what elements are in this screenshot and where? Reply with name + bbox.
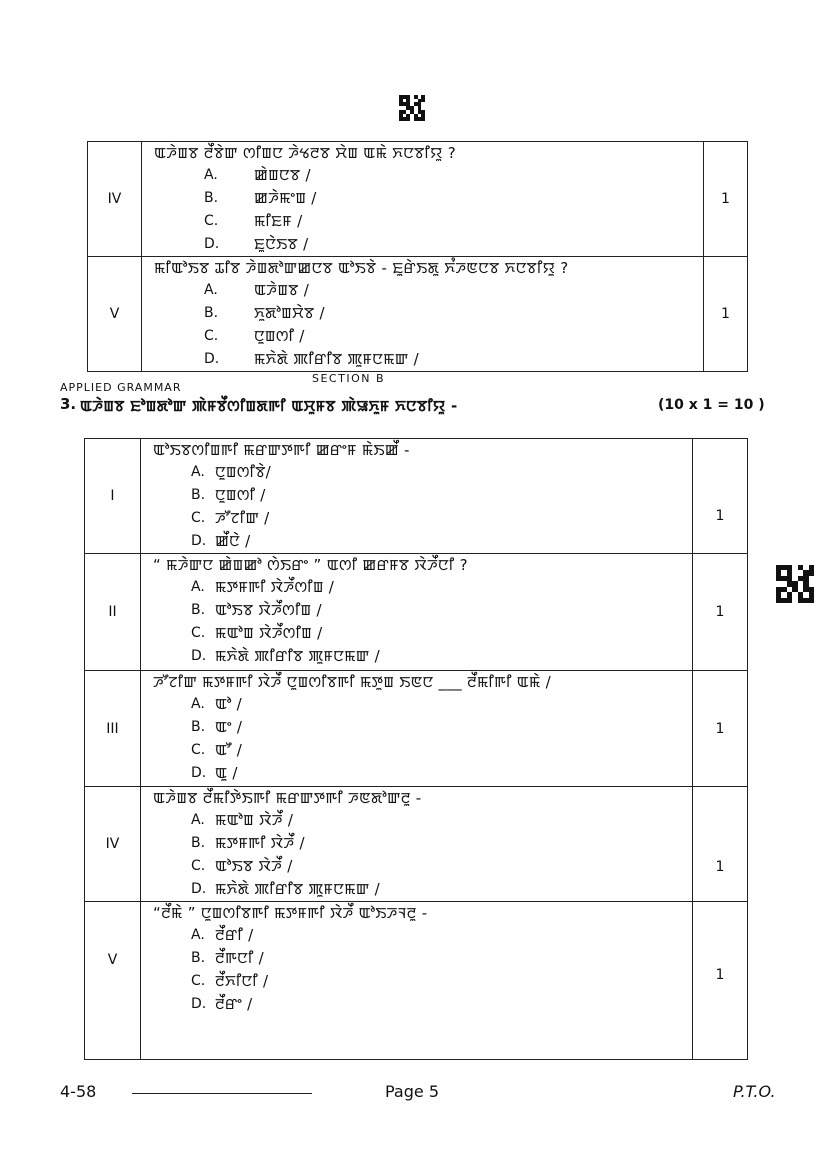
option-label: D. [191, 996, 207, 1012]
question-cell [141, 671, 693, 787]
option-c [142, 325, 703, 348]
option-text: ꯑꯣꯏꯕ ꯋꯥꯍꯩ / [215, 857, 293, 875]
question-number: III [85, 671, 141, 787]
option-b [142, 187, 703, 210]
option-text: ꯅꯨꯡꯁꯤꯕꯥ/ [215, 463, 271, 481]
page-number: Page 5 [385, 1082, 439, 1101]
option-c [141, 739, 692, 762]
question-table-section-b [84, 438, 748, 1060]
option-text: ꯂꯩꯔꯦ / [215, 995, 253, 1013]
qr-code-icon [776, 565, 814, 603]
question-table-section-a [87, 141, 748, 372]
option-label: D. [191, 881, 207, 897]
option-a [141, 809, 692, 832]
question-cell [141, 902, 693, 1060]
question-mark: 1 [693, 671, 748, 787]
option-b [141, 599, 692, 622]
question-text: “ꯂꯩꯃꯥ ” ꯅꯨꯡꯁꯤꯕꯒꯤ ꯃꯇꯝꯒꯤ ꯋꯥꯍꯩ ꯑꯣꯏꯍꯜꯂꯨ - [153, 904, 428, 922]
question-mark: 1 [693, 439, 748, 554]
option-label: C. [191, 973, 206, 989]
question-cell [141, 554, 693, 671]
question-text: ꯑꯍꯥꯡꯕ ꯂꯩꯕꯥꯛ ꯁꯤꯡꯅ ꯍꯥꯠꯂꯕ ꯆꯥꯡ ꯑꯃꯥ ꯈꯅꯕꯤꯌꯨ ? [154, 144, 457, 162]
option-label: B. [191, 719, 206, 735]
question-mark: 1 [693, 787, 748, 902]
option-label: C. [191, 625, 206, 641]
option-a [141, 576, 692, 599]
option-a [141, 924, 692, 947]
section-label: SECTION B [312, 372, 386, 385]
option-text: ꯃꯈꯥꯗꯥ ꯄꯤꯔꯤꯕ ꯄꯨꯝꯅꯃꯛ / [254, 350, 419, 368]
question-number: I [85, 439, 141, 554]
option-text: ꯑꯧ / [215, 741, 243, 759]
option-label: A. [204, 282, 218, 298]
option-text: ꯀꯩꯅꯥ / [215, 532, 251, 550]
option-text: ꯑꯍꯥꯡꯕ / [254, 281, 310, 299]
question-heading-text: ꯑꯍꯥꯡꯕ ꯐꯣꯡꯗꯣꯛ ꯄꯥꯝꯕꯩꯁꯤꯡꯗꯒꯤ ꯑꯆꯨꯝꯕ ꯄꯥꯎꯈꯨꯝ ꯈꯅꯕꯤꯌꯨ - [80, 397, 458, 415]
question-text: ꯍꯧꯖꯤꯛ ꯃꯇꯝꯒꯤ ꯋꯥꯍꯩ ꯅꯨꯡꯁꯤꯕꯒꯤ ꯃꯇꯨꯡ ꯏꯟꯅ ___ ꯂꯩꯃꯤꯒꯤ ꯑꯃꯥ / [153, 673, 552, 691]
option-text: ꯃꯤꯐꯝ / [254, 212, 303, 230]
pto-label: P.T.O. [733, 1082, 776, 1101]
option-text: ꯃꯈꯥꯗꯥ ꯄꯤꯔꯤꯕ ꯄꯨꯝꯅꯃꯛ / [215, 880, 380, 898]
option-b [142, 302, 703, 325]
option-c [141, 622, 692, 645]
option-label: C. [191, 510, 206, 526]
option-label: D. [191, 533, 207, 549]
option-label: B. [191, 835, 206, 851]
option-label: C. [191, 858, 206, 874]
option-d [142, 348, 703, 371]
option-label: D. [204, 236, 220, 252]
option-d [141, 993, 692, 1016]
option-b [141, 716, 692, 739]
option-d [141, 645, 692, 668]
option-a [142, 164, 703, 187]
option-text: ꯃꯑꯣꯡ ꯋꯥꯍꯩꯁꯤꯡ / [215, 624, 323, 642]
option-text: ꯑꯣꯏꯕ ꯋꯥꯍꯩꯁꯤꯡ / [215, 601, 322, 619]
option-label: A. [191, 464, 205, 480]
option-text: ꯑꯣ / [215, 695, 243, 713]
option-label: D. [191, 648, 207, 664]
option-b [141, 484, 692, 507]
option-label: C. [204, 328, 219, 344]
option-label: A. [204, 167, 218, 183]
question-row [88, 142, 748, 257]
question-text: ꯃꯤꯑꯣꯏꯕ ꯊꯤꯕ ꯍꯥꯡꯗꯣꯛꯀꯅꯕ ꯑꯣꯏꯕꯥ - ꯐꯨꯔꯥꯏꯗꯨ ꯈꯪꯍꯟꯅꯕ ꯈꯅꯕꯤꯌꯨ ? [154, 259, 569, 277]
question-number: V [88, 257, 142, 372]
question-row [85, 439, 748, 554]
question-number: IV [85, 787, 141, 902]
applied-grammar-label: APPLIED GRAMMAR [60, 381, 182, 394]
option-c [142, 210, 703, 233]
option-label: A. [191, 812, 205, 828]
option-label: C. [191, 742, 206, 758]
option-a [142, 279, 703, 302]
question-text: ꯑꯍꯥꯡꯕ ꯂꯩꯃꯤꯇꯥꯏꯒꯤ ꯃꯔꯛꯇꯒꯤ ꯍꯟꯗꯣꯛꯂꯨ - [153, 789, 422, 807]
option-label: B. [204, 190, 219, 206]
question-cell [142, 257, 704, 372]
option-d [141, 530, 692, 553]
question-mark: 1 [693, 902, 748, 1060]
question-number-heading: 3. [60, 395, 77, 413]
option-text: ꯐꯨꯅꯥꯏꯕ / [254, 235, 309, 253]
question-row [85, 671, 748, 787]
question-cell [141, 787, 693, 902]
option-text: ꯃꯇꯝꯒꯤ ꯋꯥꯍꯩ / [215, 834, 305, 852]
question-row [85, 554, 748, 671]
question-row [85, 787, 748, 902]
question-cell [142, 142, 704, 257]
question-cell [141, 439, 693, 554]
question-mark: 1 [704, 142, 748, 257]
option-d [141, 762, 692, 785]
option-label: A. [191, 579, 205, 595]
marks-total: (10 x 1 = 10 ) [658, 397, 765, 413]
question-mark: 1 [704, 257, 748, 372]
question-text: ꯑꯣꯏꯕꯁꯤꯡꯒꯤ ꯃꯔꯛꯇꯒꯤ ꯀꯔꯦꯝ ꯃꯥꯏꯀꯩ - [153, 441, 410, 459]
option-text: ꯃꯈꯥꯗꯥ ꯄꯤꯔꯤꯕ ꯄꯨꯝꯅꯃꯛ / [215, 647, 380, 665]
question-row [88, 257, 748, 372]
option-text: ꯂꯩꯔꯤ / [215, 926, 254, 944]
option-text: ꯃꯑꯣꯡ ꯋꯥꯍꯩ / [215, 811, 294, 829]
paper-code: 4-58 [60, 1082, 97, 1101]
option-text: ꯀꯥꯡꯅꯕ / [254, 166, 311, 184]
option-text: ꯍꯧꯖꯤꯛ / [215, 509, 270, 527]
question-number: IV [88, 142, 142, 257]
option-text: ꯅꯨꯡꯁꯤ / [215, 486, 266, 504]
option-a [141, 461, 692, 484]
option-text: ꯃꯇꯝꯒꯤ ꯋꯥꯍꯩꯁꯤꯡ / [215, 578, 335, 596]
option-label: D. [204, 351, 220, 367]
question-mark: 1 [693, 554, 748, 671]
question-number: V [85, 902, 141, 1060]
option-text: ꯂꯩꯒꯅꯤ / [215, 949, 264, 967]
option-text: ꯑꯦ / [215, 718, 243, 736]
option-label: C. [204, 213, 219, 229]
option-text: ꯈꯨꯗꯣꯡꯆꯥꯕ / [254, 304, 325, 322]
option-label: B. [191, 602, 206, 618]
option-b [141, 832, 692, 855]
option-label: B. [204, 305, 219, 321]
option-text: ꯅꯨꯡꯁꯤ / [254, 327, 305, 345]
option-label: D. [191, 765, 207, 781]
option-text: ꯀꯍꯥꯃꯦꯡ / [254, 189, 317, 207]
option-label: A. [191, 927, 205, 943]
qr-code-icon [399, 95, 425, 121]
footer-rule [132, 1093, 312, 1094]
option-b [141, 947, 692, 970]
option-label: A. [191, 696, 205, 712]
option-label: B. [191, 487, 206, 503]
option-c [141, 507, 692, 530]
option-text: ꯑꯨ / [215, 764, 238, 782]
question-text: “ ꯃꯍꯥꯛꯅ ꯀꯥꯡꯀꯣ ꯁꯥꯏꯔꯦ ” ꯑꯁꯤ ꯀꯔꯝꯕ ꯋꯥꯍꯩꯅꯤ ? [153, 556, 468, 574]
option-label: B. [191, 950, 206, 966]
question-number: II [85, 554, 141, 671]
option-d [141, 878, 692, 901]
option-c [141, 855, 692, 878]
option-d [142, 233, 703, 256]
option-text: ꯂꯩꯈꯤꯅꯤ / [215, 972, 269, 990]
question-row [85, 902, 748, 1060]
option-c [141, 970, 692, 993]
option-a [141, 693, 692, 716]
